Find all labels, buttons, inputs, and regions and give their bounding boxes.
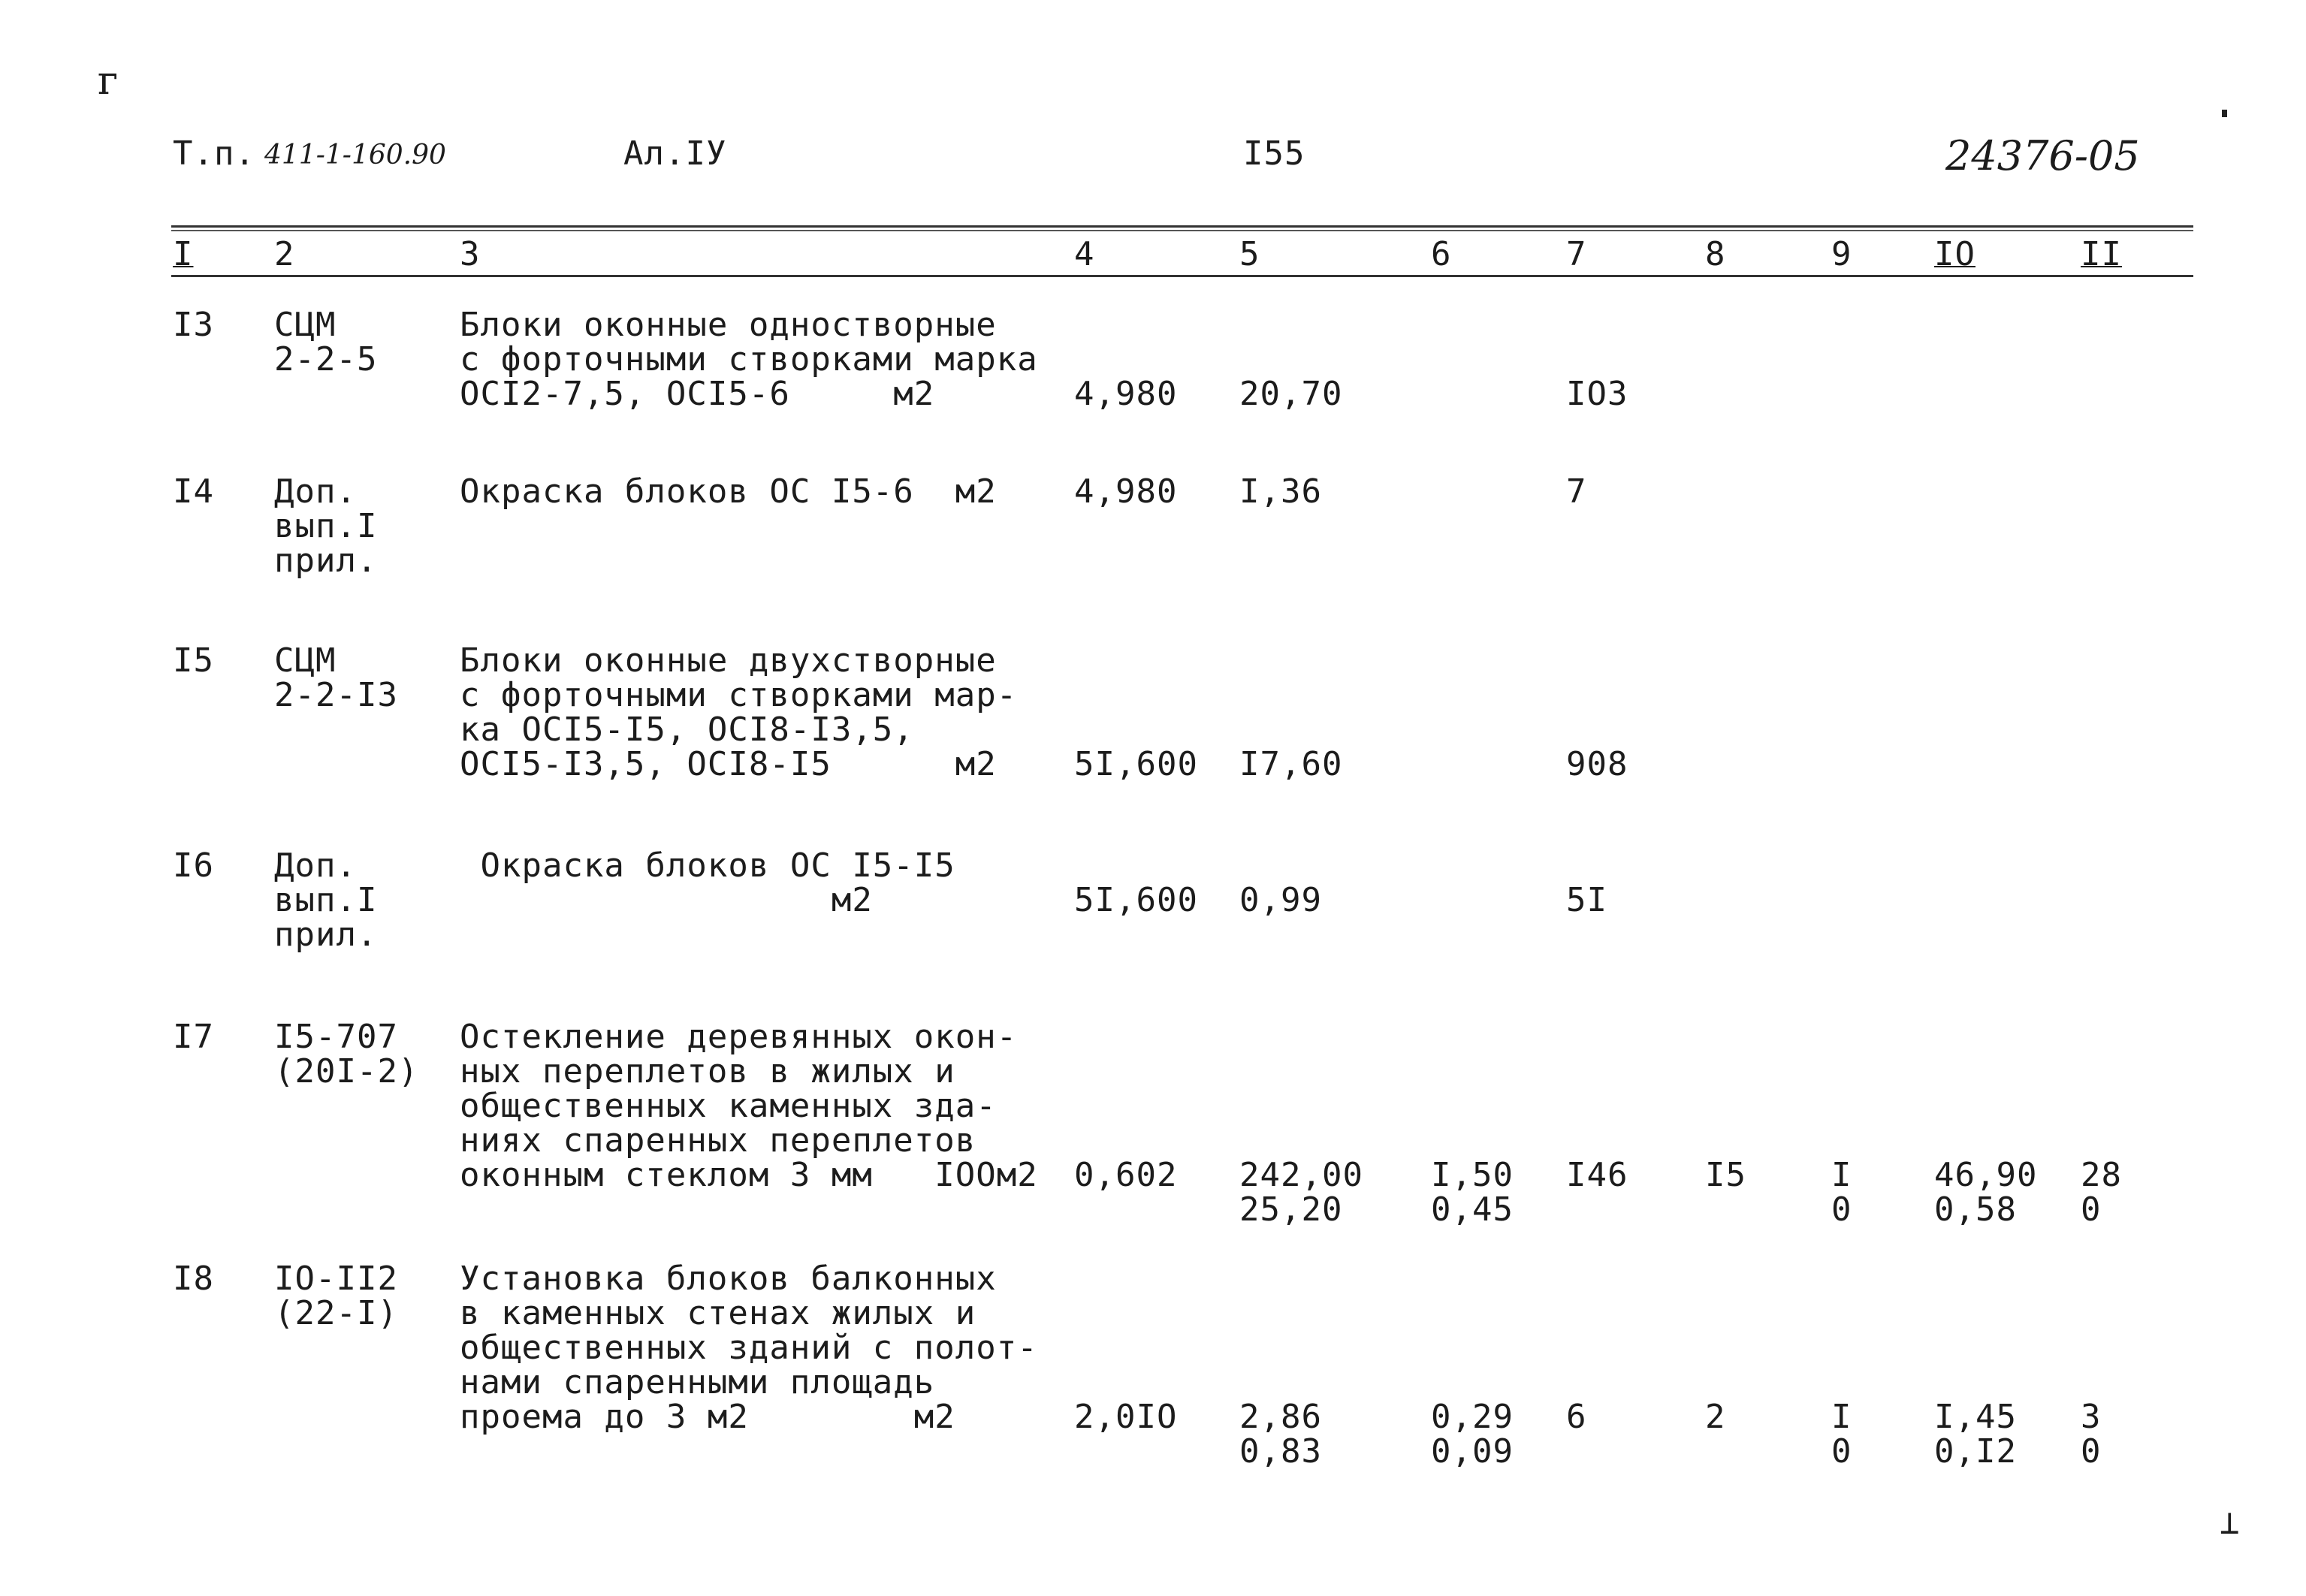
row-number: I4 <box>173 472 214 511</box>
row-col10-value: I,45 <box>1934 1398 2017 1436</box>
row-col4-value: 5I,600 <box>1074 881 1198 919</box>
row-col7-value: I46 <box>1566 1156 1628 1194</box>
row-col6-value: 0,09 <box>1431 1432 1514 1471</box>
column-header-2: 2 <box>274 235 295 273</box>
row-code-line: прил. <box>274 542 378 580</box>
column-header-6: 6 <box>1431 235 1452 273</box>
column-header-1: I <box>173 235 194 273</box>
page-number: I55 <box>1243 134 1305 173</box>
row-col11-value: 0 <box>2081 1190 2102 1229</box>
row-col5-value: 2,86 <box>1239 1398 1322 1436</box>
column-header-8: 8 <box>1705 235 1726 273</box>
row-code-line: вып.I <box>274 507 378 545</box>
row-col4-value: 4,980 <box>1074 472 1178 511</box>
row-code-line: IO-II2 <box>274 1260 398 1298</box>
row-code-line: I5-707 <box>274 1018 398 1056</box>
row-col4-value: 5I,600 <box>1074 745 1198 783</box>
row-number: I5 <box>173 641 214 680</box>
row-description-line: ных переплетов в жилых и <box>460 1052 955 1091</box>
column-header-9: 9 <box>1831 235 1852 273</box>
row-col10-value: 0,I2 <box>1934 1432 2017 1471</box>
row-description-line: нами спаренными площадь <box>460 1363 935 1401</box>
project-number: 411-1-160.90 <box>264 140 446 170</box>
row-col5-value: 242,00 <box>1239 1156 1363 1194</box>
row-number: I3 <box>173 306 214 344</box>
row-code-line: прил. <box>274 916 378 954</box>
row-description-line: проема до 3 м2 м2 <box>460 1398 955 1436</box>
header-rule-top-2 <box>171 230 2193 231</box>
row-description-line: в каменных стенах жилых и <box>460 1294 976 1332</box>
row-description-line: общественных зданий с полот- <box>460 1329 1038 1367</box>
row-col7-value: 6 <box>1566 1398 1587 1436</box>
row-col7-value: 5I <box>1566 881 1607 919</box>
row-col10-value: 46,90 <box>1934 1156 2038 1194</box>
row-col8-value: 2 <box>1705 1398 1726 1436</box>
margin-dot <box>2222 110 2227 117</box>
row-description-line: ка ОСI5-I5, ОСI8-I3,5, <box>460 711 914 749</box>
row-code-line: (20I-2) <box>274 1052 419 1091</box>
row-col9-value: I <box>1831 1156 1852 1194</box>
row-col5-value: 25,20 <box>1239 1190 1343 1229</box>
page-corner-mark: ⊥ <box>2220 1504 2241 1542</box>
row-code-line: (22-I) <box>274 1294 398 1332</box>
row-description-line: Блоки оконные одностворные <box>460 306 997 344</box>
row-description-line: м2 <box>460 881 873 919</box>
row-col5-value: I,36 <box>1239 472 1322 511</box>
row-col6-value: 0,45 <box>1431 1190 1514 1229</box>
row-code-line: вып.I <box>274 881 378 919</box>
row-description-line: с форточными створками марка <box>460 340 1038 379</box>
row-code-line: 2-2-5 <box>274 340 378 379</box>
row-col5-value: 20,70 <box>1239 375 1343 413</box>
column-header-5: 5 <box>1239 235 1260 273</box>
row-description-line: Окраска блоков ОС I5-I5 <box>460 846 955 885</box>
row-number: I8 <box>173 1260 214 1298</box>
row-col11-value: 0 <box>2081 1432 2102 1471</box>
row-col4-value: 0,602 <box>1074 1156 1178 1194</box>
row-description-line: общественных каменных зда- <box>460 1087 997 1125</box>
row-code-line: Доп. <box>274 846 357 885</box>
row-col9-value: 0 <box>1831 1190 1852 1229</box>
document-number: 24376-05 <box>1945 132 2140 180</box>
row-code-line: СЦМ <box>274 306 337 344</box>
row-col7-value: 7 <box>1566 472 1587 511</box>
row-code-line: Доп. <box>274 472 357 511</box>
row-col6-value: 0,29 <box>1431 1398 1514 1436</box>
column-header-10: IO <box>1934 235 1975 273</box>
row-description-line: с форточными створками мар- <box>460 676 1018 714</box>
row-description-line: оконным стеклом 3 мм IOOм2 <box>460 1156 1038 1194</box>
row-col5-value: 0,83 <box>1239 1432 1322 1471</box>
row-col5-value: I7,60 <box>1239 745 1343 783</box>
row-code-line: 2-2-I3 <box>274 676 398 714</box>
row-col4-value: 4,980 <box>1074 375 1178 413</box>
row-number: I7 <box>173 1018 214 1056</box>
row-description-line: Окраска блоков ОС I5-6 м2 <box>460 472 997 511</box>
row-description-line: ОСI2-7,5, ОСI5-6 м2 <box>460 375 935 413</box>
column-header-11: II <box>2081 235 2122 273</box>
corner-mark: г <box>98 59 119 104</box>
row-code-line: СЦМ <box>274 641 337 680</box>
row-col11-value: 3 <box>2081 1398 2102 1436</box>
row-col8-value: I5 <box>1705 1156 1746 1194</box>
column-header-7: 7 <box>1566 235 1587 273</box>
row-description-line: ОСI5-I3,5, ОСI8-I5 м2 <box>460 745 997 783</box>
row-col5-value: 0,99 <box>1239 881 1322 919</box>
row-col9-value: 0 <box>1831 1432 1852 1471</box>
column-header-4: 4 <box>1074 235 1095 273</box>
row-description-line: Установка блоков балконных <box>460 1260 997 1298</box>
row-col6-value: I,50 <box>1431 1156 1514 1194</box>
row-number: I6 <box>173 846 214 885</box>
header-rule-top <box>171 225 2193 228</box>
row-col7-value: 908 <box>1566 745 1628 783</box>
header-rule-bottom <box>171 275 2193 277</box>
project-prefix: Т.п. <box>173 134 255 173</box>
row-description-line: ниях спаренных переплетов <box>460 1121 976 1160</box>
row-description-line: Блоки оконные двухстворные <box>460 641 997 680</box>
row-description-line: Остекление деревянных окон- <box>460 1018 1018 1056</box>
row-col4-value: 2,0IO <box>1074 1398 1178 1436</box>
row-col10-value: 0,58 <box>1934 1190 2017 1229</box>
row-col9-value: I <box>1831 1398 1852 1436</box>
row-col11-value: 28 <box>2081 1156 2122 1194</box>
column-header-3: 3 <box>460 235 481 273</box>
album-label: Ал.IУ <box>623 134 727 173</box>
row-col7-value: IO3 <box>1566 375 1628 413</box>
